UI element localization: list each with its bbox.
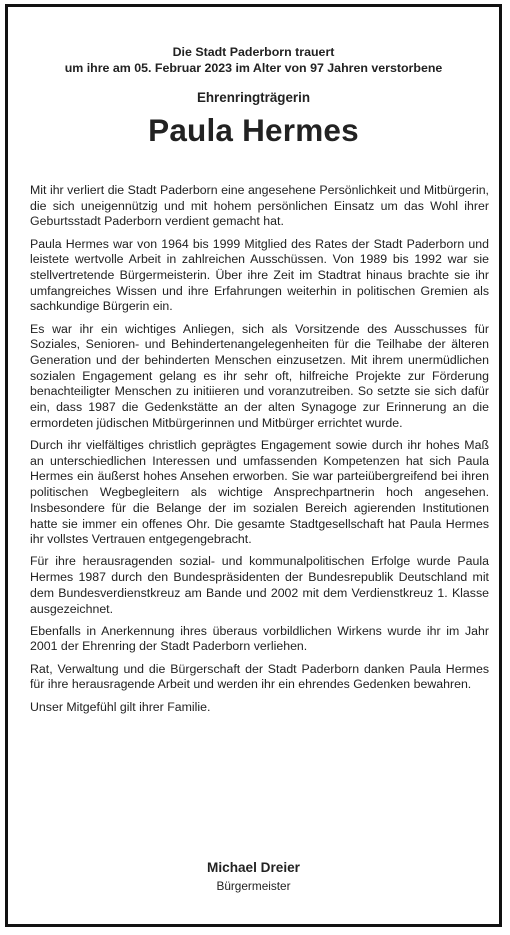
paragraph-8: Unser Mitgefühl gilt ihrer Familie. <box>30 699 211 714</box>
paragraph-5: Für ihre herausragenden sozial- und kommunalpolitischen Erfolge wurde Paula Hermes 1987 durch den Bundespräsidenten der Bundesrepublik Deutschland mit dem Bundesverdienstkreuz am Bande und 2002 mit dem Verdienstkreuz 1. Klasse ausgezeichnet. <box>30 554 489 616</box>
signature-block <box>8 859 499 894</box>
honor-title: Ehrenringträgerin <box>196 90 311 105</box>
signature-role: Bürgermeister <box>216 879 291 893</box>
signature-name: Michael Dreier <box>207 860 300 875</box>
paragraph-1: Mit ihr verliert die Stadt Paderborn eine angesehene Persönlichkeit und Mitbürgerin, die sich uneigennützig und mit hohem persönlichen Einsatz um das Wohl ihrer Geburtsstadt Paderborn verdient gemacht hat. <box>30 183 489 229</box>
paragraph-6: Ebenfalls in Anerkennung ihres überaus vorbildlichen Wirkens wurde ihr im Jahr 2001 der Ehrenring der Stadt Paderborn verliehen. <box>30 623 489 654</box>
deceased-name: Paula Hermes <box>148 112 359 148</box>
header-line-1: Die Stadt Paderborn trauert <box>172 45 335 59</box>
notice-header <box>8 45 499 76</box>
header-line-2: um ihre am 05. Februar 2023 im Alter von 97 Jahren verstorbene <box>64 60 443 75</box>
paragraph-7: Rat, Verwaltung und die Bürgerschaft der Stadt Paderborn danken Paula Hermes für ihre herausragende Arbeit und werden ihr ein ehrendes Gedenken bewahren. <box>30 661 489 692</box>
paragraph-2: Paula Hermes war von 1964 bis 1999 Mitglied des Rates der Stadt Paderborn und leistete wertvolle Arbeit in zahlreichen Ausschüssen. Von 1989 bis 1992 war sie stellvertretende Bürgermeisterin. Über ihre Zeit im Stadtrat hinaus brachte sie ihr umfangreiches Wissen und ihre Erfahrungen weiterhin in politischen Gremien als sachkundige Bürgerin ein. <box>30 236 489 314</box>
notice-body <box>30 183 489 722</box>
obituary-notice <box>5 4 502 927</box>
paragraph-3: Es war ihr ein wichtiges Anliegen, sich als Vorsitzende des Ausschusses für Soziales, Senioren- und Behindertenangelegenheiten für die Teilhabe der älteren Generation und der behinderten Menschen einzusetzen. Mit ihrem unermüdlichen sozialen Engagement gelang es ihr sehr oft, hilfreiche Projekte zur Förderung benachteiligter Menschen zu initiieren und voranzutreiben. So setzte sie sich dafür ein, dass 1987 die Gedenkstätte an der alten Synagoge zur Erinnerung an die ermordeten jüdischen Mitbürgerinnen und Mitbürger errichtet wurde. <box>30 321 489 430</box>
paragraph-4: Durch ihr vielfältiges christlich geprägtes Engagement sowie durch ihr hohes Maß an unterschiedlichen Interessen und umfassenden Kompetenzen hat sich Paula Hermes ein äußerst hohes Ansehen erworben. Sie war parteiübergreifend bei ihren politischen Wegbegleitern als wichtige Ansprechpartnerin hoch angesehen. Insbesondere für die Belange der im sozialen Bereich agierenden Institutionen hatte sie immer ein offenes Ohr. Die gesamte Stadtgesellschaft hat Paula Hermes ihr vollstes Vertrauen entgegengebracht. <box>30 438 489 547</box>
